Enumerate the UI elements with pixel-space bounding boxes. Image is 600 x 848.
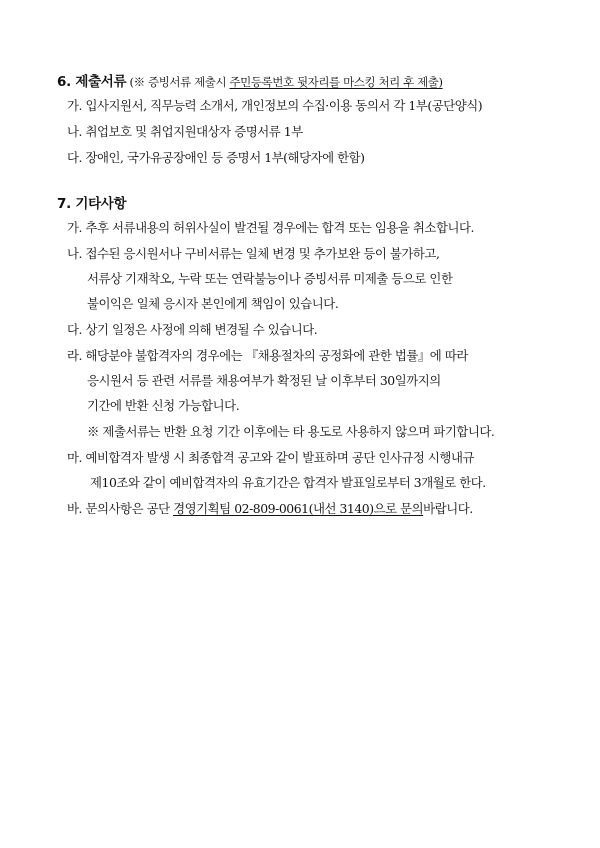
section-6-note-underlined: 주민등록번호 뒷자리를 마스킹 처리 후 제출) — [229, 75, 443, 89]
section-7-item-b-line-3: 불이익은 일체 응시자 본인에게 책임이 있습니다. — [87, 296, 339, 311]
section-7-item-d-line-1: 라. 해당분야 불합격자의 경우에는 『채용절차의 공정화에 관한 법률』에 따라 — [67, 348, 468, 363]
section-7-item-e-line-1: 마. 예비합격자 발생 시 최종합격 공고와 같이 발표하며 공단 인사규정 시행내규 — [67, 450, 474, 465]
section-6-heading — [57, 70, 443, 90]
section-6-item-c: 다. 장애인, 국가유공장애인 등 증명서 1부(해당자에 한함) — [67, 150, 365, 165]
section-7-item-f — [67, 499, 473, 517]
section-6-item-b: 나. 취업보호 및 취업지원대상자 증명서류 1부 — [67, 124, 303, 139]
section-7-heading — [57, 192, 126, 212]
section-7-item-f-prefix: 바. 문의사항은 공단 — [67, 501, 174, 516]
section-6-title: 6. 제출서류 — [57, 74, 127, 90]
section-7-item-c: 다. 상기 일정은 사정에 의해 변경될 수 있습니다. — [67, 322, 318, 337]
section-6-note-open: (※ 증빙서류 제출시 — [126, 75, 230, 89]
section-7-title: 7. 기타사항 — [57, 196, 127, 212]
section-7-item-d-note: ※ 제출서류는 반환 요청 기간 이후에는 타 용도로 사용하지 않으며 파기합니다. — [87, 424, 495, 439]
section-7-item-d-line-3: 기간에 반환 신청 가능합니다. — [87, 398, 240, 413]
section-7-item-d-line-2: 응시원서 등 관련 서류를 채용여부가 확정된 날 이후부터 30일까지의 — [87, 373, 441, 388]
section-6-item-a: 가. 입사지원서, 직무능력 소개서, 개인정보의 수집·이용 동의서 각 1부(공단양식) — [67, 98, 483, 113]
section-7-item-f-suffix: 바랍니다. — [423, 501, 473, 516]
section-7-item-e-line-2: 제10조와 같이 예비합격자의 유효기간은 합격자 발표일로부터 3개월로 한다. — [90, 475, 486, 490]
section-7-item-b-line-1: 나. 접수된 응시원서나 구비서류는 일체 변경 및 추가보완 등이 불가하고, — [67, 246, 440, 261]
section-7-item-a: 가. 추후 서류내용의 허위사실이 발견될 경우에는 합격 또는 임용을 취소합니다. — [67, 220, 474, 235]
section-7-item-f-contact: 경영기획팀 02-809-0061(내선 3140)으로 문의 — [173, 501, 424, 516]
section-7-item-b-line-2: 서류상 기재착오, 누락 또는 연락불능이나 증빙서류 미제출 등으로 인한 — [87, 271, 453, 286]
section-6-note — [126, 75, 442, 89]
